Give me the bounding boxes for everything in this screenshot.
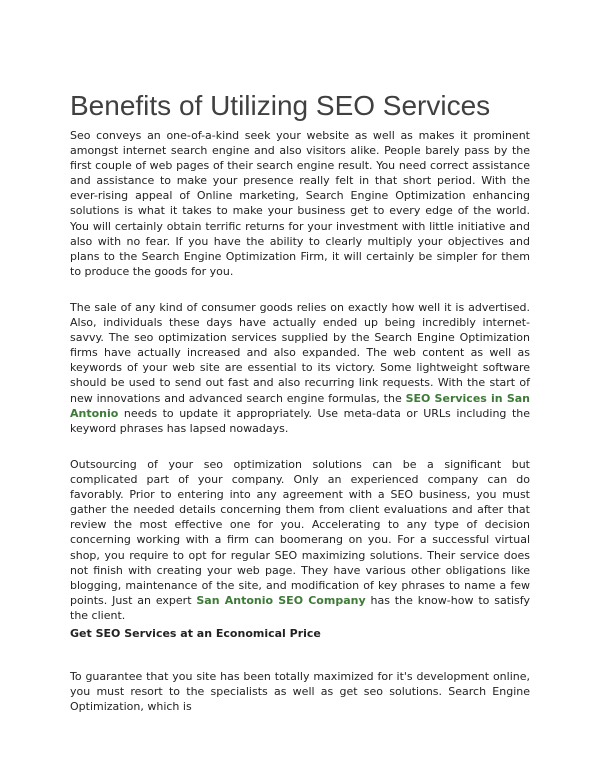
paragraph-consumer-goods (70, 300, 530, 436)
paragraph-intro: Seo conveys an one-of-a-kind seek your website as well as makes it prominent amongst internet search engine and also visitors alike. People barely pass by the first couple of web pages of their search engine result. You need correct assistance and assistance to make your presence really felt in that short period. With the ever-rising appeal of Online marketing, Search Engine Optimization enhancing solutions is what it takes to make your business get to every edge of the world. You will certainly obtain terrific returns for your investment with little initiative and also with no fear. If you have the ability to clearly multiply your objectives and plans to the Search Engine Optimization Firm, it will certainly be simpler for them to produce the goods for you. (70, 129, 530, 278)
seo-services-san-antonio-link[interactable]: SEO Services in San Antonio (70, 391, 530, 420)
section-heading: Get SEO Services at an Economical Price (70, 627, 321, 640)
paragraph-guarantee: To guarantee that you site has been totally maximized for it's development online, you must resort to the specialists as well as get seo solutions. Search Engine Optimization, which is (70, 670, 530, 714)
paragraph-text: needs to update it appropriately. Use meta-data or URLs including the keyword phrases has lapsed nowadays. (70, 406, 530, 435)
san-antonio-seo-company-link[interactable]: San Antonio SEO Company (196, 593, 366, 607)
page-title: Benefits of Utilizing SEO Services (70, 90, 491, 121)
paragraph-text: has the know-how to satisfy the client. (70, 593, 530, 622)
paragraph-text: The sale of any kind of consumer goods relies on exactly how well it is advertised. Also, individuals these days have actually ended up being incredibly internet-savvy. The seo optimization services supplied by the Search Engine Optimization firms have actually increased and also expanded. The web content as well as keywords of your web site are essential to its victory. Some lightweight software should be used to send out fast and also recurring link requests. With the start of new innovations and advanced search engine formulas, the (70, 301, 530, 405)
paragraph-outsourcing (70, 457, 530, 623)
paragraph-text: Outsourcing of your seo optimization solutions can be a significant but complicated part of your company. Only an experienced company can do favorably. Prior to entering into any agreement with a SEO business, you must gather the needed details concerning them from client evaluations and after that review the most effective one for you. Accelerating to any type of decision concerning working with a firm can boomerang on you. For a successful virtual shop, you require to opt for regular SEO maximizing solutions. Their service does not finish with creating your web page. They have various other obligations like blogging, maintenance of the site, and modification of key phrases to name a few points. Just an expert (70, 458, 530, 607)
